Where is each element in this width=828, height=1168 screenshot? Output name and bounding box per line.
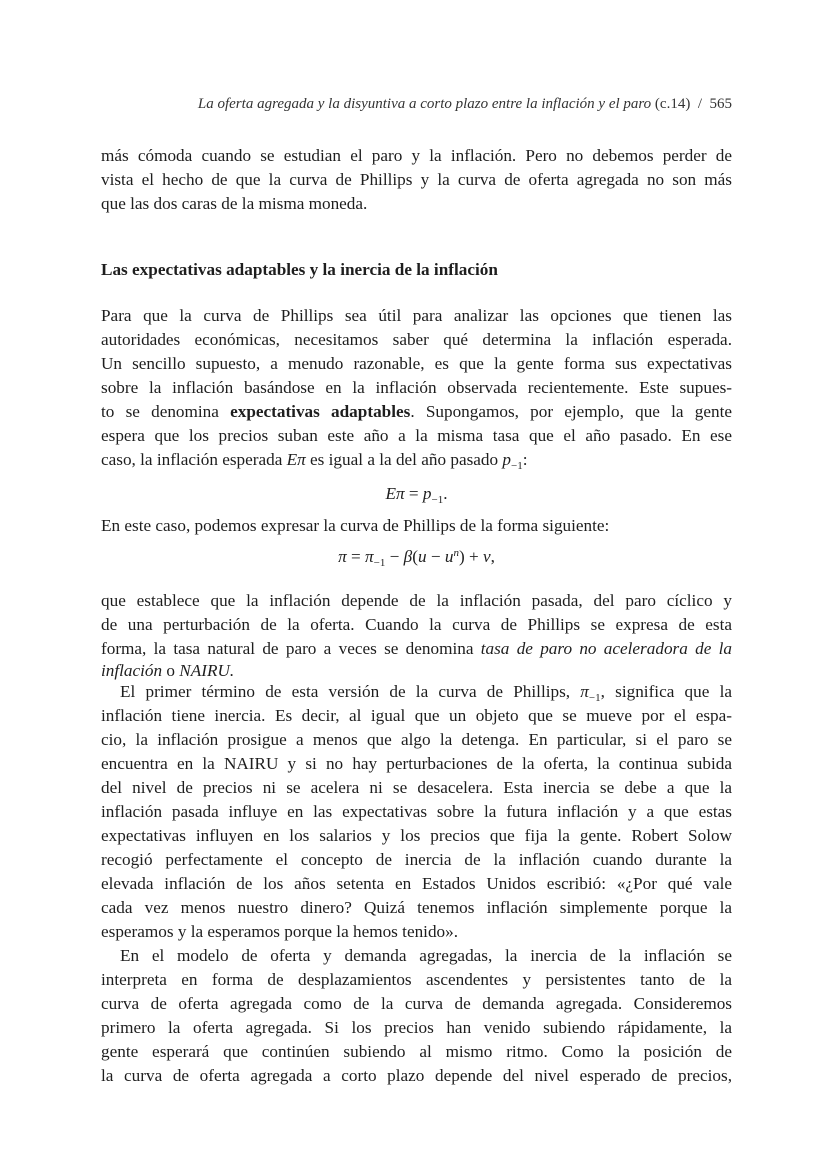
- text-segment: cio, la inflación prosigue a menos que algo la detenga. En particular, si el paro se: [101, 730, 732, 749]
- text-segment: cada vez menos nuestro dinero? Quizá tenemos inflación simplemente porque la: [101, 898, 732, 917]
- text-line: [101, 801, 732, 823]
- text-line: [101, 169, 732, 191]
- header-separator: /: [697, 96, 702, 112]
- text-segment: es igual a la del año pasado: [305, 450, 503, 469]
- text-segment: =: [404, 484, 423, 503]
- text-segment: inflación tiene inercia. Es decir, al igual que un objeto que se mueve por el espa-: [101, 706, 732, 725]
- text-segment: Para que la curva de Phillips sea útil para analizar las opciones que tienen las: [101, 306, 732, 325]
- text-line: [101, 638, 732, 660]
- section-heading: [101, 259, 732, 281]
- text-segment: El primer término de esta versión de la curva de Phillips,: [120, 682, 581, 701]
- text-segment: o: [162, 661, 180, 680]
- text-segment: sobre la inflación basándose en la inflación observada recientemente. Este supues-: [101, 378, 732, 397]
- chapter-label: (c.14): [654, 96, 691, 112]
- text-segment: , significa que la: [600, 682, 732, 701]
- text-line: [101, 590, 732, 612]
- text-segment: encuentra en la NAIRU y si no hay perturbaciones de la oferta, la continua subida: [101, 754, 732, 773]
- running-header: [100, 96, 732, 113]
- text-segment: u: [417, 547, 427, 566]
- text-segment: del nivel de precios ni se acelera ni se desacelera. Esta inercia se debe a que la: [101, 778, 732, 797]
- text-segment: elevada inflación de los años setenta en Estados Unidos escribió: «¿Por qué vale: [101, 874, 732, 893]
- text-line: [120, 945, 732, 967]
- text-segment: p: [422, 484, 432, 503]
- text-line: [101, 753, 732, 775]
- text-segment: inflación: [101, 661, 163, 680]
- text-line: [101, 193, 732, 215]
- text-segment: recogió perfectamente el concepto de inercia de la inflación cuando durante la: [101, 850, 732, 869]
- text-segment: inflación pasada influye en las expectativas sobre la futura inflación y a que estas: [101, 802, 732, 821]
- text-line: [101, 1041, 732, 1063]
- equation: [101, 483, 732, 511]
- text-segment: gente esperará que continúen subiendo al mismo ritmo. Como la posición de: [101, 1042, 732, 1061]
- text-line: [101, 825, 732, 847]
- text-segment: forma, la tasa natural de paro a veces se denomina: [101, 639, 481, 658]
- text-segment: expectativas adaptables: [230, 402, 411, 421]
- text-line: [101, 329, 732, 351]
- text-line: [101, 515, 732, 537]
- text-segment: :: [522, 450, 528, 469]
- text-segment: Eπ: [385, 484, 405, 503]
- text-line: [101, 377, 732, 399]
- text-line: [101, 897, 732, 919]
- text-line: [101, 777, 732, 799]
- text-line: [101, 705, 732, 727]
- text-segment: que establece que la inflación depende de la inflación pasada, del paro cíclico y: [101, 591, 732, 610]
- text-line: [101, 1065, 732, 1087]
- text-segment: p: [502, 450, 511, 469]
- page-number: 565: [709, 96, 732, 112]
- text-segment: Eπ: [286, 450, 306, 469]
- running-title: La oferta agregada y la disyuntiva a corto plazo entre la inflación y el paro: [197, 96, 652, 112]
- text-line: [101, 969, 732, 991]
- text-segment: −: [385, 547, 404, 566]
- text-segment: (: [412, 547, 418, 566]
- text-segment: En este caso, podemos expresar la curva de Phillips de la forma siguiente:: [101, 516, 610, 535]
- text-segment: u: [444, 547, 454, 566]
- text-line: [101, 729, 732, 751]
- text-line: [101, 449, 732, 477]
- text-segment: esperamos y la esperamos porque la hemos tenido».: [101, 922, 459, 941]
- text-segment: En el modelo de oferta y demanda agregadas, la inercia de la inflación se: [120, 946, 732, 965]
- text-line: [101, 921, 732, 943]
- text-segment: . Supongamos, por ejemplo, que la gente: [410, 402, 732, 421]
- text-segment: −1: [373, 557, 386, 569]
- text-segment: π: [580, 682, 589, 701]
- text-line: [101, 993, 732, 1015]
- text-segment: la curva de oferta agregada a corto plazo depende del nivel esperado de precios,: [101, 1066, 732, 1085]
- text-segment: curva de oferta agregada como de la curva de demanda agregada. Consideremos: [101, 994, 732, 1013]
- text-segment: π: [338, 547, 347, 566]
- text-segment: primero la oferta agregada. Si los precios han venido subiendo rápidamente, la: [101, 1018, 732, 1037]
- text-segment: −: [426, 547, 445, 566]
- text-line: [101, 145, 732, 167]
- equation: [101, 542, 732, 574]
- text-segment: −1: [431, 494, 444, 506]
- text-line: [101, 660, 732, 682]
- text-segment: v: [482, 547, 491, 566]
- text-line: [101, 353, 732, 375]
- text-segment: to se denomina: [101, 402, 231, 421]
- text-segment: −1: [588, 692, 601, 704]
- text-line: [101, 305, 732, 327]
- text-segment: n: [453, 547, 459, 559]
- text-segment: .: [443, 484, 448, 503]
- text-segment: que las dos caras de la misma moneda.: [101, 194, 368, 213]
- text-segment: espera que los precios suban este año a la misma tasa que el año pasado. En ese: [101, 426, 732, 445]
- text-segment: vista el hecho de que la curva de Phillips y la curva de oferta agregada no son más: [101, 170, 732, 189]
- text-line: [101, 614, 732, 636]
- text-line: [101, 849, 732, 871]
- text-segment: caso, la inflación esperada: [101, 450, 287, 469]
- text-segment: NAIRU.: [179, 661, 235, 680]
- text-line: [101, 401, 732, 423]
- text-segment: Las expectativas adaptables y la inercia de la inflación: [101, 260, 498, 279]
- text-segment: de una perturbación de la oferta. Cuando la curva de Phillips se expresa de esta: [101, 615, 732, 634]
- text-segment: autoridades económicas, necesitamos saber qué determina la inflación esperada.: [101, 330, 732, 349]
- text-line: [101, 873, 732, 895]
- text-segment: tasa de paro no aceleradora de la: [480, 639, 732, 658]
- text-segment: expectativas influyen en los salarios y los precios que fija la gente. Robert Solow: [101, 826, 732, 845]
- text-line: [101, 1017, 732, 1039]
- text-segment: π: [365, 547, 374, 566]
- text-segment: ,: [490, 547, 495, 566]
- text-segment: β: [403, 547, 413, 566]
- text-segment: ) +: [458, 547, 483, 566]
- text-segment: más cómoda cuando se estudian el paro y la inflación. Pero no debemos perder de: [101, 146, 732, 165]
- text-segment: −1: [510, 460, 523, 472]
- text-line: [101, 425, 732, 447]
- text-segment: interpreta en forma de desplazamientos ascendentes y persistentes tanto de la: [101, 970, 732, 989]
- text-segment: =: [346, 547, 366, 566]
- text-segment: Un sencillo supuesto, a menudo razonable, es que la gente forma sus expectativas: [101, 354, 732, 373]
